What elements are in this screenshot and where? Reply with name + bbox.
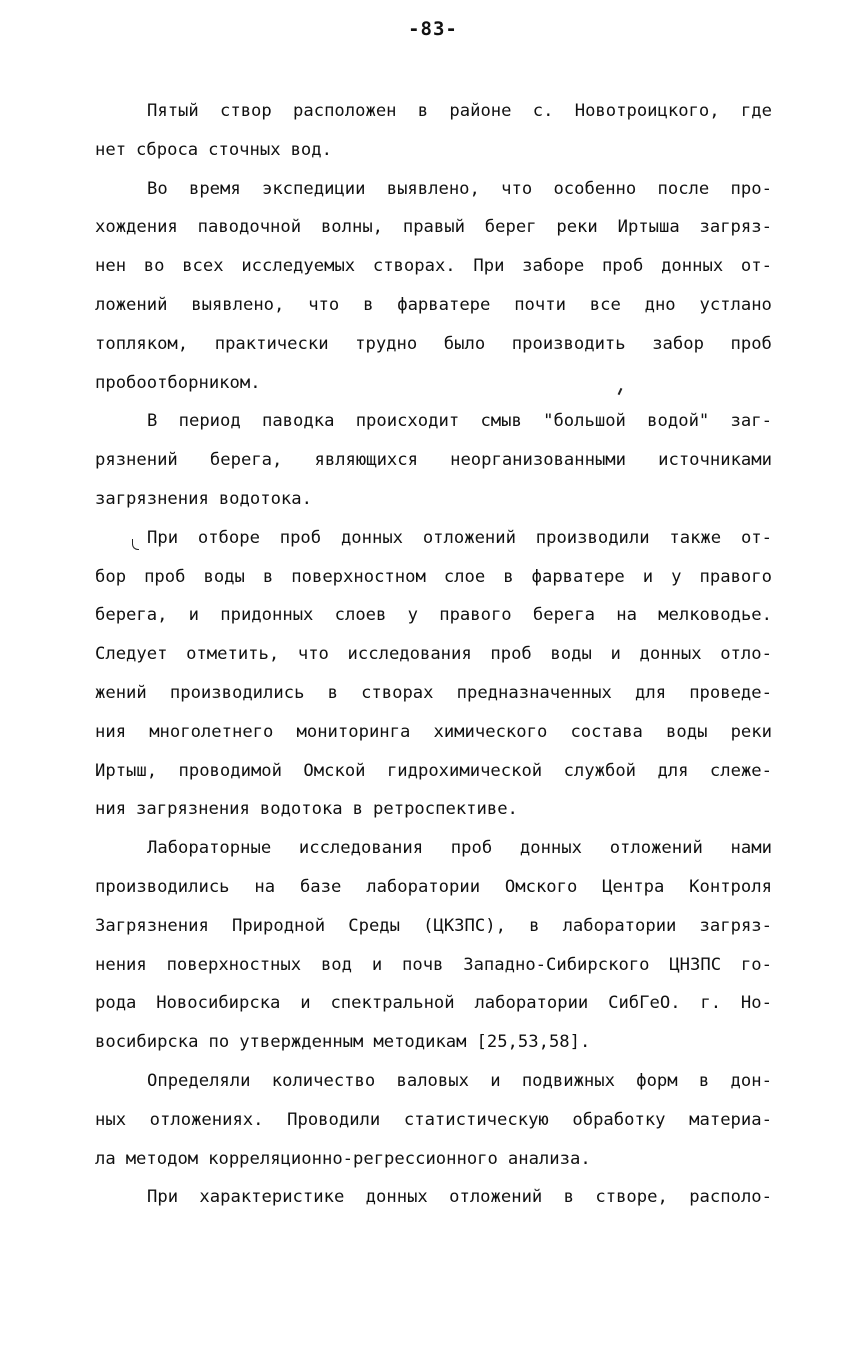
text-line: Загрязнения Природной Среды (ЦКЗПС), в лаборатории загряз- bbox=[95, 915, 772, 936]
text-line: ных отложениях. Проводили статистическую обработку материа- bbox=[95, 1109, 772, 1130]
text-line: нен во всех исследуемых створах. При заборе проб донных от- bbox=[95, 256, 772, 277]
text-line: топляком, практически трудно было производить забор проб bbox=[95, 333, 772, 354]
text-line: Пятый створ расположен в районе с. Новотроицкого, где bbox=[147, 101, 772, 121]
margin-mark bbox=[132, 539, 139, 550]
text-line: ложений выявлено, что в фарватере почти все дно устлано bbox=[95, 294, 772, 315]
text-line: рязнений берега, являющихся неорганизованными источниками bbox=[95, 450, 772, 471]
text-line: хождения паводочной волны, правый берег реки Иртыша загряз- bbox=[95, 217, 772, 238]
page-number: -83- bbox=[408, 18, 458, 40]
text-line: нет сброса сточных вод. bbox=[95, 139, 332, 160]
text-line: Иртыш, проводимой Омской гидрохимической службой для слеже- bbox=[95, 760, 772, 781]
text-line: Определяли количество валовых и подвижных форм в дон- bbox=[147, 1070, 772, 1091]
text-line: ла методом корреляционно-регрессионного анализа. bbox=[95, 1148, 591, 1169]
text-line: В период паводка происходит смыв "большой водой" заг- bbox=[147, 411, 772, 432]
text-line: бор проб воды в поверхностном слое в фарватере и у правого bbox=[95, 566, 772, 587]
text-line: ния загрязнения водотока в ретроспективе. bbox=[95, 799, 518, 820]
text-line: производились на базе лаборатории Омского Центра Контроля bbox=[95, 876, 772, 897]
text-line: При характеристике донных отложений в створе, располо- bbox=[147, 1187, 772, 1208]
text-line: Лабораторные исследования проб донных отложений нами bbox=[147, 838, 772, 859]
text-line: восибирска по утвержденным методикам [25,53,58]. bbox=[95, 1032, 591, 1053]
text-line: рода Новосибирска и спектральной лаборатории СибГеО. г. Но- bbox=[95, 993, 772, 1014]
text-line: Во время экспедиции выявлено, что особенно после про- bbox=[147, 178, 772, 199]
text-line: пробоотборником. bbox=[95, 372, 261, 393]
body-text bbox=[95, 92, 772, 1217]
text-line: загрязнения водотока. bbox=[95, 488, 312, 509]
text-line: нения поверхностных вод и почв Западно-Сибирского ЦНЗПС го- bbox=[95, 954, 772, 975]
text-line: При отборе проб донных отложений производили также от- bbox=[147, 527, 772, 548]
text-line: Следует отметить, что исследования проб воды и донных отло- bbox=[95, 644, 772, 665]
text-line: жений производились в створах предназначенных для проведе- bbox=[95, 682, 772, 703]
text-line: ния многолетнего мониторинга химического состава воды реки bbox=[95, 721, 772, 742]
text-line: берега, и придонных слоев у правого берега на мелководье. bbox=[95, 605, 772, 626]
